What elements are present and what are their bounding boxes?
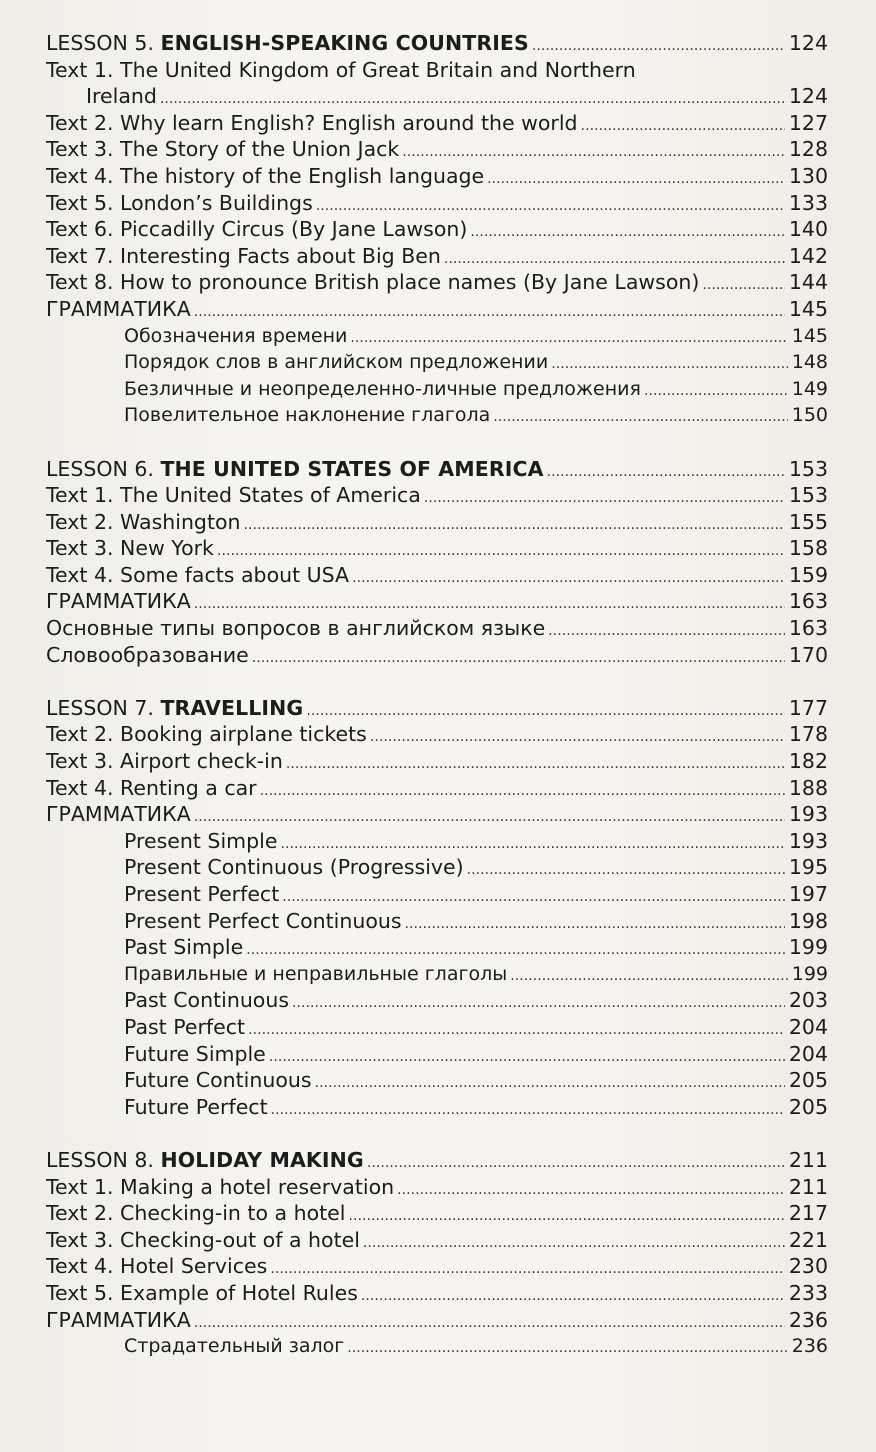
toc-entry[interactable]: [46, 721, 828, 748]
toc-entry[interactable]: [46, 110, 828, 137]
page-number: 159: [788, 562, 828, 587]
dot-leader: [361, 1283, 785, 1310]
dot-leader: [194, 299, 785, 326]
dot-leader: [548, 618, 785, 645]
toc-entry[interactable]: [46, 1307, 828, 1334]
page-number: 149: [791, 377, 828, 400]
entry-title: Past Perfect: [124, 1014, 246, 1039]
page-number: 230: [788, 1254, 828, 1279]
entry-title: Past Continuous: [124, 988, 290, 1013]
entry-title: Text 3. Checking-out of a hotel: [46, 1227, 360, 1252]
entry-title: Безличные и неопределенно-личные предложения: [124, 377, 641, 400]
page-number: 236: [788, 1307, 828, 1332]
page-number: 163: [788, 616, 828, 641]
lesson-heading[interactable]: [46, 30, 828, 57]
dot-leader: [363, 1230, 785, 1257]
entry-title: Порядок слов в английском предложении: [124, 351, 549, 374]
toc-subentry[interactable]: [46, 402, 828, 429]
entry-title: Text 3. The Story of the Union Jack: [46, 137, 400, 162]
dot-leader: [244, 512, 785, 539]
dot-leader: [402, 139, 785, 166]
page-number: 199: [788, 935, 828, 960]
toc-entry[interactable]: [46, 1280, 828, 1307]
page-number: 145: [788, 296, 828, 321]
entry-title: ГРАММАТИКА: [46, 589, 191, 614]
toc-subentry[interactable]: [46, 1041, 828, 1068]
lesson-section: [46, 695, 828, 1121]
page-number: 153: [788, 456, 828, 481]
page-number: 127: [788, 110, 828, 135]
page-number: 133: [788, 190, 828, 215]
entry-title: Future Simple: [124, 1041, 266, 1066]
entry-title: Text 2. Booking airplane tickets: [46, 722, 367, 747]
entry-title: Text 4. The history of the English language: [46, 163, 485, 188]
entry-title: Словообразование: [46, 642, 249, 667]
lesson-section: [46, 456, 828, 669]
dot-leader: [280, 831, 784, 858]
page-number: 204: [788, 1014, 828, 1039]
lesson-number: LESSON 8.: [46, 1147, 161, 1172]
entry-title: Present Simple: [124, 828, 278, 853]
dot-leader: [286, 751, 785, 778]
dot-leader: [217, 538, 785, 565]
toc-subentry[interactable]: [46, 349, 828, 376]
dot-leader: [702, 272, 785, 299]
entry-title: Text 5. Example of Hotel Rules: [46, 1280, 358, 1305]
dot-leader: [424, 485, 785, 512]
page-number: 130: [788, 163, 828, 188]
entry-title: Past Simple: [124, 935, 244, 960]
page-number: 217: [788, 1201, 828, 1226]
page-number: 150: [791, 404, 828, 427]
toc-subentry[interactable]: [46, 908, 828, 935]
entry-title: Text 3. Airport check-in: [46, 749, 283, 774]
lesson-number: LESSON 5.: [46, 31, 161, 55]
page-number: 158: [788, 536, 828, 561]
toc-entry[interactable]: [46, 1200, 828, 1227]
lesson-heading[interactable]: [46, 1147, 828, 1174]
toc-entry[interactable]: [46, 269, 828, 296]
entry-title: ГРАММАТИКА: [46, 296, 191, 321]
lesson-section: [46, 1147, 828, 1360]
dot-leader: [347, 1335, 788, 1362]
page-number: 163: [788, 589, 828, 614]
lesson-title: [46, 456, 544, 483]
dot-leader: [260, 778, 785, 805]
page-number: 203: [788, 988, 828, 1013]
lesson-name: HOLIDAY MAKING: [160, 1147, 364, 1172]
dot-leader: [350, 325, 787, 352]
entry-title: Страдательный залог: [124, 1335, 345, 1358]
toc-subentry[interactable]: [46, 854, 828, 881]
dot-leader: [532, 33, 785, 60]
dot-leader: [282, 884, 785, 911]
dot-leader: [405, 911, 785, 938]
toc-entry[interactable]: [46, 535, 828, 562]
page-number: 188: [788, 775, 828, 800]
lesson-title: [46, 1147, 364, 1174]
dot-leader: [271, 1097, 785, 1124]
dot-leader: [315, 1070, 785, 1097]
page-number: 148: [791, 351, 828, 374]
toc-entry[interactable]: [46, 509, 828, 536]
entry-title: Future Continuous: [124, 1068, 312, 1093]
page-number: 195: [788, 855, 828, 880]
toc-entry[interactable]: [46, 163, 828, 190]
dot-leader: [292, 990, 785, 1017]
page-number: 153: [788, 483, 828, 508]
dot-leader: [444, 246, 785, 273]
page-number: 204: [788, 1041, 828, 1066]
dot-leader: [370, 724, 785, 751]
toc-entry[interactable]: [46, 296, 828, 323]
toc-entry[interactable]: [46, 1227, 828, 1254]
dot-leader: [248, 1017, 785, 1044]
entry-title: Text 4. Renting a car: [46, 775, 257, 800]
page-number: 182: [788, 749, 828, 774]
toc-subentry[interactable]: [46, 961, 828, 988]
page-number: 197: [788, 882, 828, 906]
dot-leader: [551, 351, 788, 378]
entry-title: Text 1. The United Kingdom of Great Britain and Northern: [46, 57, 636, 82]
toc-entry[interactable]: [46, 775, 828, 802]
toc-entry[interactable]: [46, 136, 828, 163]
page-number: 124: [788, 84, 828, 109]
entry-title: Future Perfect: [124, 1094, 268, 1119]
toc-entry[interactable]: [46, 748, 828, 775]
toc-entry[interactable]: [46, 801, 828, 828]
page-number: 199: [791, 962, 828, 985]
dot-leader: [194, 804, 785, 831]
entry-title: Text 8. How to pronounce British place names (By Jane Lawson): [46, 270, 700, 295]
toc-entry[interactable]: [46, 588, 828, 615]
toc-entry[interactable]: [46, 216, 828, 243]
toc-entry[interactable]: [46, 1253, 828, 1280]
dot-leader: [581, 113, 785, 140]
toc-entry[interactable]: [46, 57, 828, 84]
toc-entry[interactable]: [46, 615, 828, 642]
dot-leader: [270, 1256, 785, 1283]
dot-leader: [470, 219, 784, 246]
entry-title: Правильные и неправильные глаголы: [124, 962, 508, 985]
page-number: 211: [788, 1147, 828, 1172]
table-of-contents: [46, 30, 828, 1360]
entry-title: Text 7. Interesting Facts about Big Ben: [46, 243, 441, 268]
dot-leader: [352, 565, 785, 592]
entry-title: Text 1. Making a hotel reservation: [46, 1174, 395, 1199]
lesson-number: LESSON 7.: [46, 695, 161, 720]
toc-subentry[interactable]: [46, 1067, 828, 1094]
page-number: 128: [788, 137, 828, 162]
lesson-name: THE UNITED STATES OF AMERICA: [160, 456, 544, 481]
entry-title: Повелительное наклонение глагола: [124, 404, 491, 427]
dot-leader: [493, 404, 787, 431]
lesson-title: [46, 695, 303, 722]
lesson-name: TRAVELLING: [160, 695, 304, 720]
dot-leader: [467, 857, 785, 884]
page-number: 140: [788, 217, 828, 242]
toc-entry[interactable]: [46, 482, 828, 509]
entry-title: Text 6. Piccadilly Circus (By Jane Lawson): [46, 217, 468, 242]
page-number: 178: [788, 722, 828, 747]
page-number: 145: [791, 324, 828, 347]
entry-title: Основные типы вопросов в английском языке: [46, 616, 546, 641]
toc-entry[interactable]: [46, 642, 828, 669]
page-number: 211: [788, 1174, 828, 1199]
toc-subentry[interactable]: [46, 1333, 828, 1360]
dot-leader: [547, 459, 785, 486]
entry-title: Present Continuous (Progressive): [124, 855, 464, 880]
page-number: 205: [788, 1068, 828, 1093]
dot-leader: [348, 1203, 784, 1230]
page-number: 170: [788, 642, 828, 667]
toc-entry-continuation[interactable]: [46, 83, 828, 110]
dot-leader: [316, 193, 785, 220]
entry-title: Text 2. Why learn English? English around the world: [46, 110, 578, 135]
dot-leader: [246, 937, 785, 964]
entry-title: Text 2. Checking-in to a hotel: [46, 1201, 346, 1226]
toc-entry[interactable]: [46, 1174, 828, 1201]
page-number: 193: [788, 828, 828, 853]
toc-subentry[interactable]: [46, 376, 828, 403]
entry-title: Text 5. London’s Buildings: [46, 190, 313, 215]
entry-title: Present Perfect: [124, 882, 280, 906]
dot-leader: [160, 86, 785, 113]
lesson-name: ENGLISH-SPEAKING COUNTRIES: [160, 31, 529, 55]
entry-title: Text 4. Some facts about USA: [46, 562, 350, 587]
lesson-title: [46, 30, 529, 57]
toc-subentry[interactable]: [46, 1014, 828, 1041]
entry-title: Text 1. The United States of America: [46, 483, 421, 508]
dot-leader: [510, 963, 788, 990]
dot-leader: [644, 378, 788, 405]
page-number: 142: [788, 243, 828, 268]
page-number: 177: [788, 695, 828, 720]
toc-subentry[interactable]: [46, 881, 828, 908]
entry-title: Text 2. Washington: [46, 509, 241, 534]
entry-title: ГРАММАТИКА: [46, 802, 191, 827]
toc-entry[interactable]: [46, 562, 828, 589]
toc-subentry[interactable]: [46, 828, 828, 855]
page-number: 236: [791, 1335, 828, 1358]
entry-title: Text 3. New York: [46, 536, 214, 561]
toc-subentry[interactable]: [46, 1094, 828, 1121]
dot-leader: [252, 645, 785, 672]
toc-entry[interactable]: [46, 190, 828, 217]
entry-title: Present Perfect Continuous: [124, 908, 402, 933]
dot-leader: [194, 591, 785, 618]
page-number: 124: [788, 31, 828, 55]
lesson-section: [46, 30, 828, 429]
page-number: 233: [788, 1280, 828, 1305]
lesson-number: LESSON 6.: [46, 456, 161, 481]
entry-title: ГРАММАТИКА: [46, 1307, 191, 1332]
page-number: 221: [788, 1227, 828, 1252]
page-number: 144: [788, 270, 828, 295]
lesson-heading[interactable]: [46, 456, 828, 483]
toc-subentry[interactable]: [46, 934, 828, 961]
page-number: 205: [788, 1094, 828, 1119]
toc-entry[interactable]: [46, 243, 828, 270]
entry-title: Обозначения времени: [124, 324, 348, 347]
entry-title-continuation: Ireland: [86, 84, 157, 109]
dot-leader: [367, 1150, 785, 1177]
toc-subentry[interactable]: [46, 987, 828, 1014]
dot-leader: [269, 1044, 785, 1071]
dot-leader: [306, 698, 785, 725]
dot-leader: [487, 166, 785, 193]
toc-subentry[interactable]: [46, 323, 828, 350]
entry-title: Text 4. Hotel Services: [46, 1254, 268, 1279]
page-number: 193: [788, 802, 828, 827]
dot-leader: [194, 1310, 785, 1337]
page-number: 155: [788, 509, 828, 534]
lesson-heading[interactable]: [46, 695, 828, 722]
dot-leader: [397, 1177, 785, 1204]
page-number: 198: [788, 908, 828, 933]
